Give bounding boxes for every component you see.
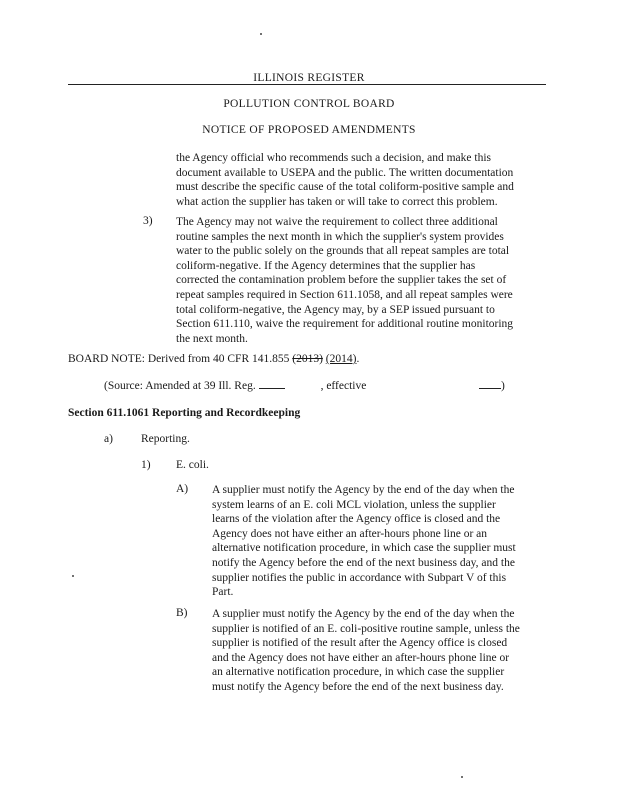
board-note — [68, 353, 359, 365]
header-rule — [68, 84, 546, 85]
continuation-line: must describe the specific cause of the total coliform-positive sample and — [176, 181, 514, 194]
source-close — [479, 380, 505, 392]
item-3-line: routine samples the next month in which the supplier's system provides — [176, 230, 504, 243]
sub-A-line: notify the Agency before the end of the next business day, and the — [212, 556, 515, 569]
item-3-line: Section 611.110, waive the requirement for additional routine monitoring — [176, 318, 514, 331]
scan-speck — [461, 776, 463, 778]
sub-1-marker: 1) — [141, 459, 151, 471]
item-3-paragraph — [176, 215, 513, 346]
item-3-line: repeat samples required in Section 611.1058, and all repeat samples were — [176, 288, 513, 301]
sub-1-text: E. coli. — [176, 459, 209, 471]
board-note-struck-year: (2013) — [292, 353, 323, 365]
scan-speck — [72, 575, 74, 577]
board-note-period: . — [356, 353, 360, 365]
register-title: ILLINOIS REGISTER — [253, 72, 365, 84]
sub-A-line: alternative notification procedure, in which case the supplier must — [212, 542, 516, 555]
sub-A-line: Agency does not have either an after-hours phone line or an — [212, 527, 488, 540]
item-3-line: The Agency may not waive the requirement to collect three additional — [176, 216, 498, 228]
board-note-text: BOARD NOTE: Derived from 40 CFR 141.855 — [68, 353, 293, 365]
continuation-line: document available to USEPA and the public. The written documentation — [176, 166, 514, 179]
sub-A-paragraph — [212, 483, 516, 600]
section-heading: Section 611.1061 Reporting and Recordkeeping — [68, 407, 301, 419]
sub-A-line: system learns of an E. coli MCL violation, unless the supplier — [212, 498, 496, 511]
notice-title: NOTICE OF PROPOSED AMENDMENTS — [202, 124, 416, 136]
board-note-inserted-year: (2014) — [325, 353, 357, 365]
sub-a-text: Reporting. — [141, 433, 190, 445]
sub-B-line: A supplier must notify the Agency by the end of the day when the — [212, 608, 515, 620]
item-3-line: corrected the contamination problem before the supplier takes the set of — [176, 274, 507, 287]
sub-A-line: learns of the violation after the Agency office is closed and the — [212, 513, 501, 526]
sub-A-marker: A) — [176, 483, 189, 495]
sub-B-marker: B) — [176, 607, 188, 619]
item-3-line: water to the public solely on the grounds that all repeat samples are total — [176, 245, 510, 258]
source-volume-blank — [259, 388, 285, 389]
continuation-line: what action the supplier has taken or will take to correct this problem. — [176, 195, 498, 208]
sub-B-line: must notify the Agency before the end of the next business day. — [212, 680, 504, 693]
sub-A-line: supplier notifies the public in accordance with Subpart V of this — [212, 571, 507, 584]
sub-a-marker: a) — [104, 433, 113, 445]
sub-B-line: supplier is notified of an E. coli-positive routine sample, unless the — [212, 622, 520, 635]
scan-speck — [260, 33, 262, 35]
source-date-blank — [479, 388, 501, 389]
continuation-line: the Agency official who recommends such a decision, and make this — [176, 152, 491, 164]
source-effective: , effective — [320, 380, 367, 392]
source-line — [104, 380, 366, 392]
item-3-line: total coliform-negative, the Agency may, by a SEP issued pursuant to — [176, 303, 495, 316]
item-3-line: coliform-negative. If the Agency determines that the supplier has — [176, 259, 476, 272]
sub-B-line: and the Agency does not have either an after-hours phone line or — [212, 651, 510, 664]
sub-A-line: Part. — [212, 586, 234, 599]
source-text: (Source: Amended at 39 Ill. Reg. — [104, 380, 259, 392]
sub-B-line: an alternative notification procedure, in which case the supplier — [212, 666, 505, 679]
sub-A-line: A supplier must notify the Agency by the end of the day when the — [212, 484, 515, 496]
sub-B-paragraph — [212, 607, 520, 695]
board-title: POLLUTION CONTROL BOARD — [223, 98, 395, 110]
item-3-line: the next month. — [176, 332, 248, 345]
continuation-paragraph — [176, 151, 514, 209]
sub-B-line: supplier is notified of the result after the Agency office is closed — [212, 637, 508, 650]
source-close-paren: ) — [501, 380, 505, 392]
item-3-marker: 3) — [143, 215, 153, 227]
